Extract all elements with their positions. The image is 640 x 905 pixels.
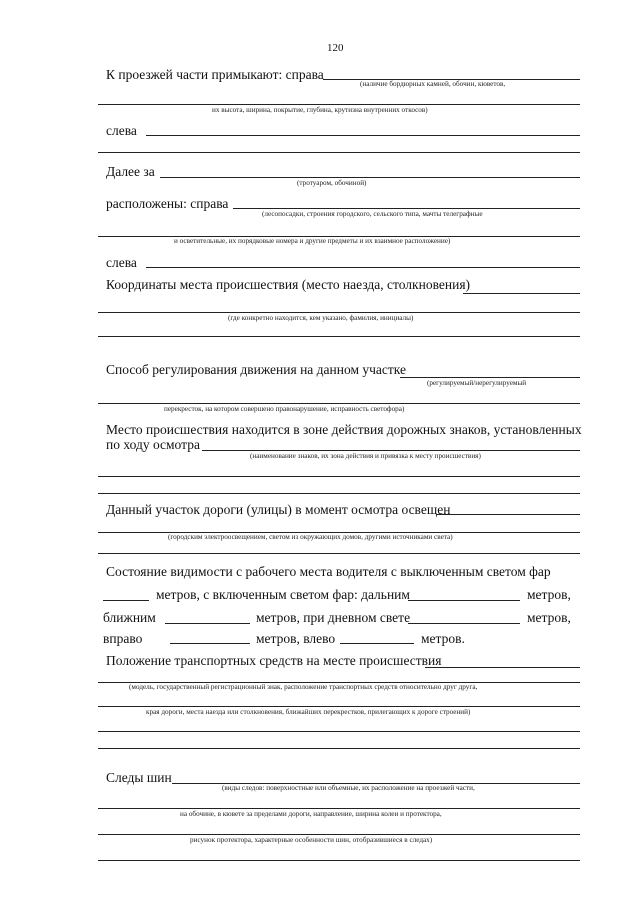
coordinates-hint: (где конкретно находится, кем указано, фамилия, инициалы)	[228, 314, 414, 322]
road-sides-hint-1: (наличие бордюрных камней, обочин, кюветов,	[360, 80, 506, 88]
signs-hint: (наименование знаков, их зона действия и привязка к месту происшествия)	[250, 452, 481, 460]
road-sides-hint-2: их высота, ширина, покрытие, глубина, крутизна внутренних откосов)	[212, 106, 428, 114]
visibility-near-field[interactable]	[165, 623, 250, 624]
beyond-label: Далее за	[106, 164, 155, 179]
regulation-hint-2: перекресток, на котором совершено правонарушение, исправность светофора)	[164, 405, 405, 413]
beyond-right-label: расположены: справа	[106, 196, 229, 211]
signs-field[interactable]	[202, 450, 580, 451]
beyond-right-field[interactable]	[233, 208, 580, 209]
visibility-day-field[interactable]	[408, 623, 520, 624]
beyond-hint-1: (тротуаром, обочиной)	[297, 179, 367, 187]
visibility-day-label: метров, при дневном свете	[256, 610, 411, 625]
visibility-off-field[interactable]	[103, 600, 149, 601]
vehicles-line-4[interactable]	[98, 731, 580, 732]
regulation-hint-1: (регулируемый/нерегулируемый	[427, 379, 527, 387]
page-number: 120	[327, 42, 344, 54]
lighting-label: Данный участок дороги (улицы) в момент осмотра освещен	[106, 502, 451, 517]
vehicles-field[interactable]	[425, 667, 580, 668]
visibility-meters-3: метров.	[421, 631, 465, 646]
road-left-field[interactable]	[146, 135, 580, 136]
visibility-high-beam-field[interactable]	[408, 600, 520, 601]
signs-label-2: по ходу осмотра	[106, 437, 200, 452]
lighting-line-3[interactable]	[98, 553, 580, 554]
signs-line-2[interactable]	[98, 476, 580, 477]
visibility-near-label: ближним	[103, 610, 156, 625]
signs-line-3[interactable]	[98, 493, 580, 494]
road-left-label: слева	[106, 123, 137, 138]
regulation-field[interactable]	[400, 377, 580, 378]
coordinates-line-3[interactable]	[98, 336, 580, 337]
tires-line-2[interactable]	[98, 808, 580, 809]
vehicles-hint-1: (модель, государственный регистрационный знак, расположение транспортных средств относительно друг друга,	[129, 683, 478, 691]
visibility-right-field[interactable]	[170, 643, 250, 644]
tires-hint-2: на обочине, в кювете за пределами дороги, направление, ширина колеи и протектора,	[180, 810, 442, 818]
visibility-right-label: вправо	[103, 631, 143, 646]
beyond-hint-2: (лесопосадки, строения городского, сельского типа, мачты телеграфные	[262, 210, 483, 218]
visibility-left-field[interactable]	[340, 643, 414, 644]
visibility-label: Состояние видимости с рабочего места водителя с выключенным светом фар	[106, 564, 551, 579]
tires-label: Следы шин	[106, 770, 172, 785]
road-sides-label: К проезжей части примыкают: справа	[106, 67, 324, 82]
beyond-left-field[interactable]	[146, 267, 580, 268]
signs-label-1: Место происшествия находится в зоне действия дорожных знаков, установленных	[106, 422, 582, 437]
lighting-hint: (городским электроосвещением, светом из окружающих домов, другими источниками света)	[168, 533, 453, 541]
tires-hint-3: рисунок протектора, характерные особенности шин, отобразившиеся в следах)	[190, 836, 433, 844]
vehicles-hint-2: края дороги, места наезда или столкновения, ближайших перекрестков, прилегающих к дороге строений)	[146, 708, 471, 716]
beyond-hint-3: и осветительные, их порядковые номера и другие предметы и их взаимное расположение)	[174, 237, 451, 245]
coordinates-line-2[interactable]	[98, 312, 580, 313]
visibility-meters-2: метров,	[527, 610, 571, 625]
tires-line-4[interactable]	[98, 860, 580, 861]
regulation-line-2[interactable]	[98, 403, 580, 404]
visibility-high-beam-label: метров, с включенным светом фар: дальним	[156, 587, 410, 602]
visibility-left-label: метров, влево	[256, 631, 336, 646]
tires-hint-1: (виды следов: поверхностные или объемные, их расположение на проезжей части,	[222, 784, 475, 792]
vehicles-line-5[interactable]	[98, 748, 580, 749]
beyond-field[interactable]	[160, 177, 580, 178]
road-left-line-2[interactable]	[98, 152, 580, 153]
coordinates-field[interactable]	[463, 293, 580, 294]
visibility-meters-1: метров,	[527, 587, 571, 602]
road-sides-line-2[interactable]	[98, 104, 580, 105]
vehicles-line-3[interactable]	[98, 706, 580, 707]
tires-line-3[interactable]	[98, 834, 580, 835]
coordinates-label: Координаты места происшествия (место наезда, столкновения)	[106, 277, 471, 292]
vehicles-label: Положение транспортных средств на месте происшествия	[106, 653, 442, 668]
lighting-field[interactable]	[437, 514, 580, 515]
beyond-left-label: слева	[106, 255, 137, 270]
regulation-label: Способ регулирования движения на данном участке	[106, 362, 407, 377]
